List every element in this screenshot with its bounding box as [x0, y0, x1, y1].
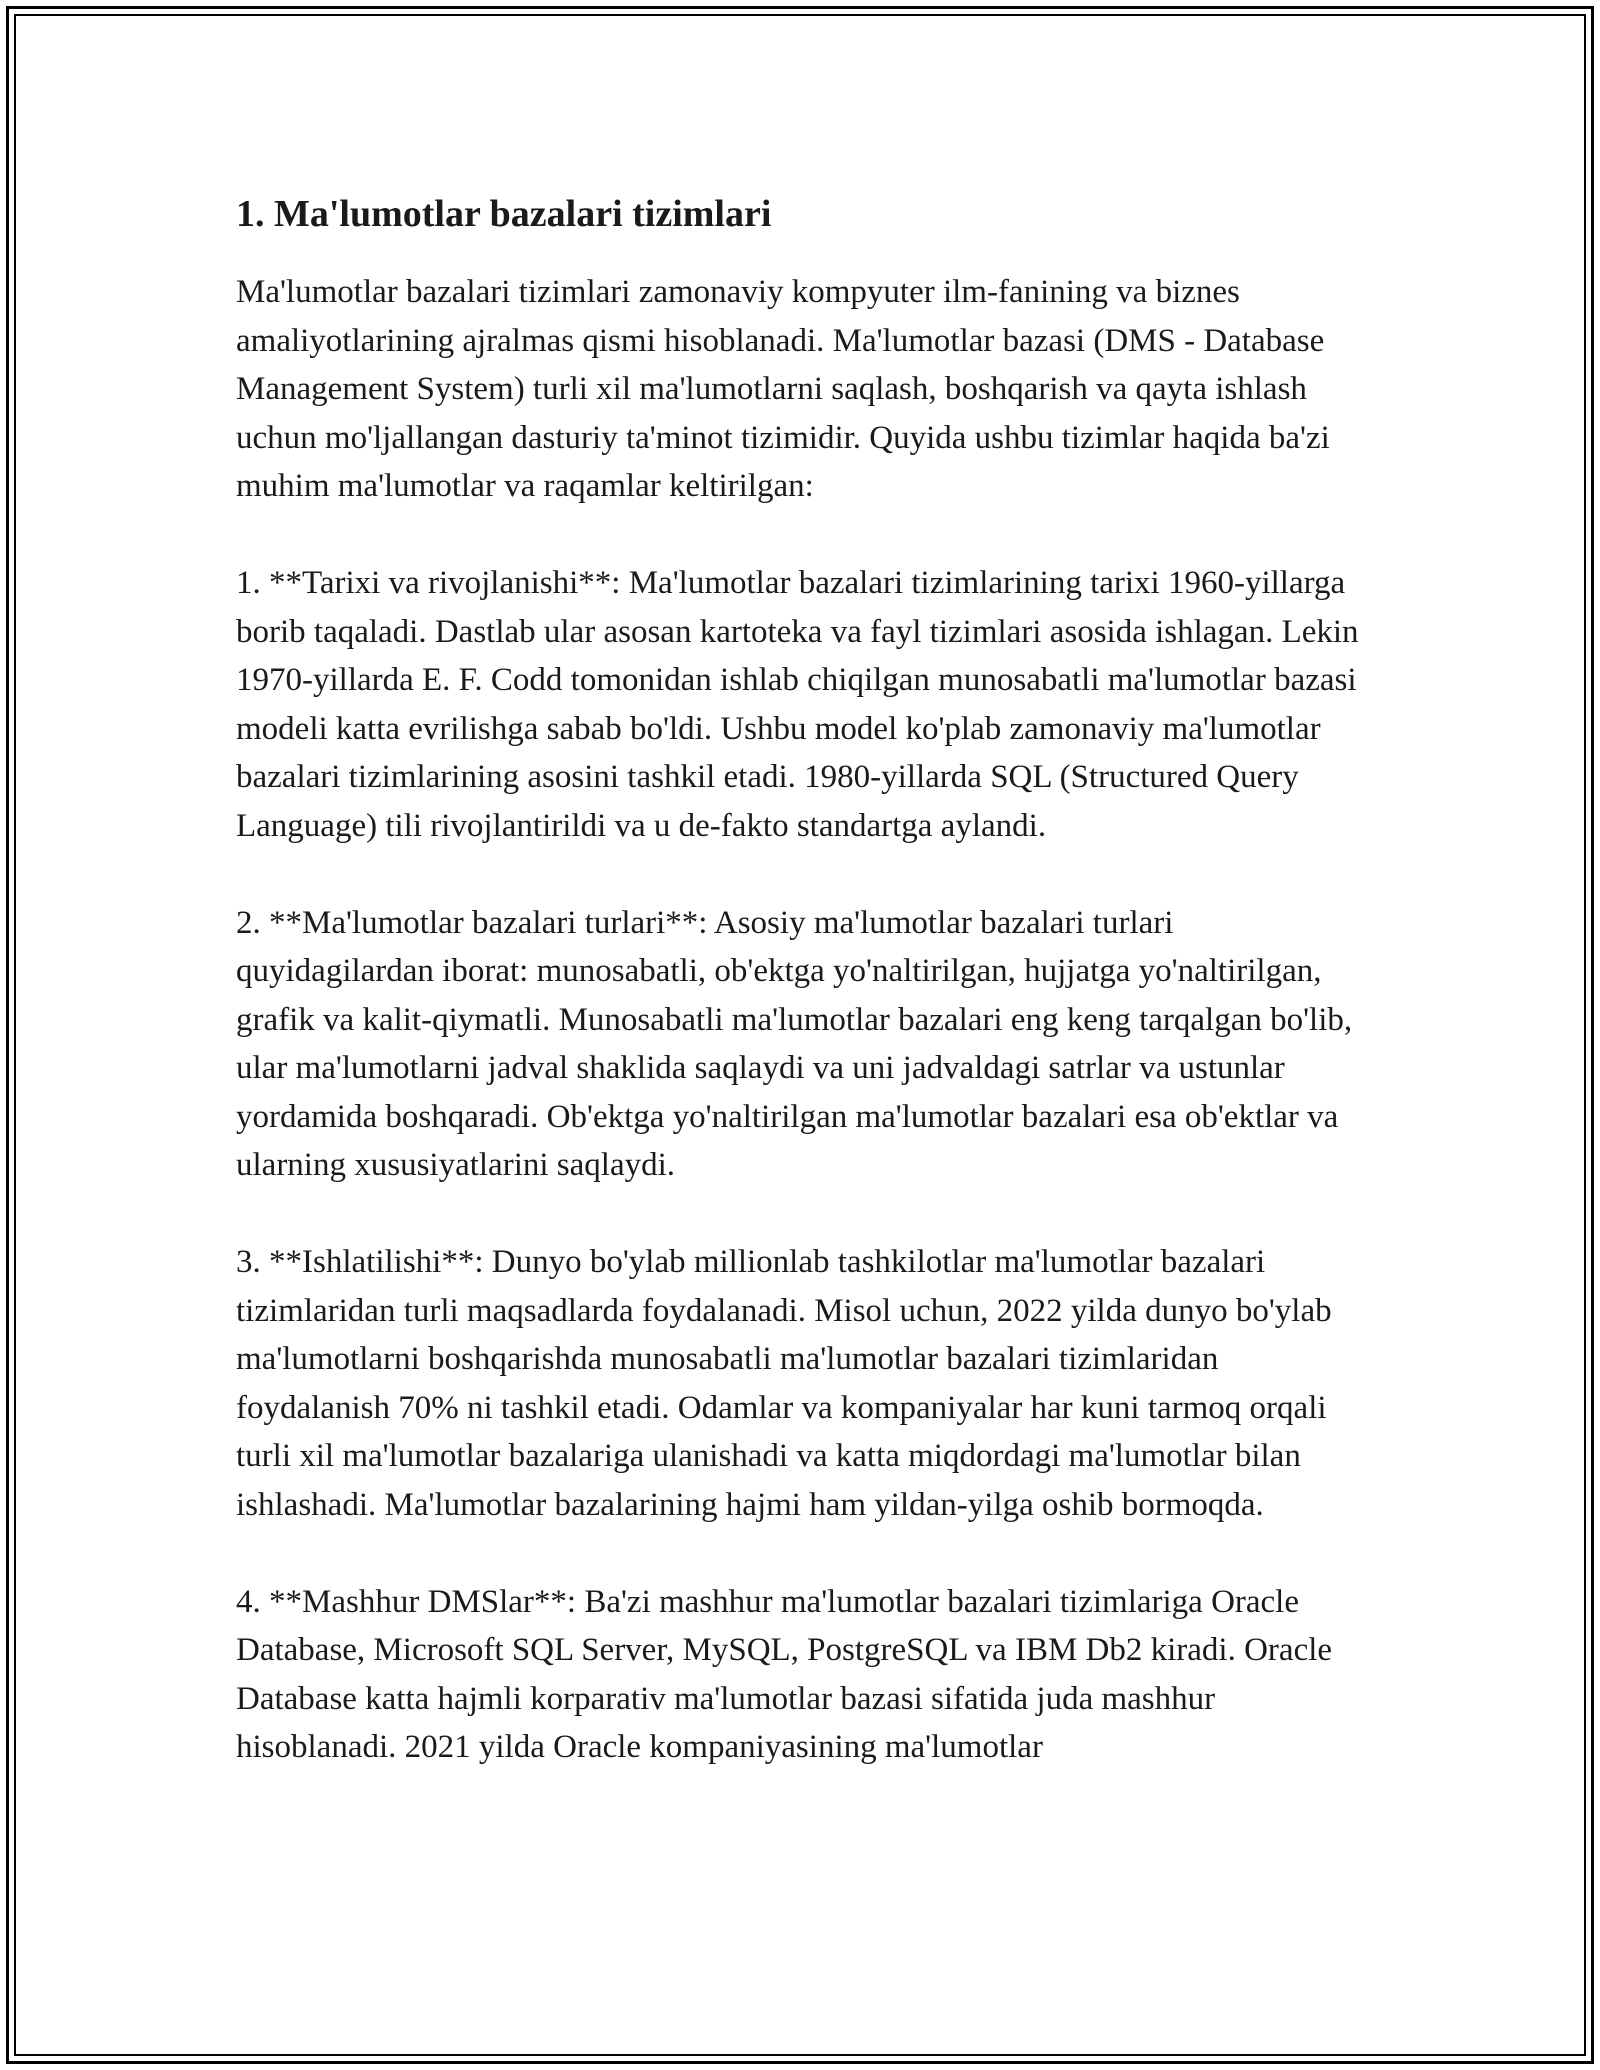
document-body: [236, 188, 1366, 1820]
popular-dms-paragraph: 4. **Mashhur DMSlar**: Ba'zi mashhur ma'lumotlar bazalari tizimlariga Oracle Database, Microsoft SQL Server, MySQL, PostgreSQL va IBM Db2 kiradi. Oracle Database katta hajmli korparativ ma'lumotlar bazasi sifatida juda mashhur hisoblanadi. 2021 yilda Oracle kompaniyasining ma'lumotlar: [236, 1583, 1333, 1765]
document-title: 1. Ma'lumotlar bazalari tizimlari: [236, 193, 772, 235]
usage-paragraph: 3. **Ishlatilishi**: Dunyo bo'ylab millionlab tashkilotlar ma'lumotlar bazalari tizimlaridan turli maqsadlarda foydalanadi. Misol uchun, 2022 yilda dunyo bo'ylab ma'lumotlarni boshqarishda munosabatli ma'lumotlar bazalari tizimlaridan foydalanish 70% ni tashkil etadi. Odamlar va kompaniyalar har kuni tarmoq orqali turli xil ma'lumotlar bazalariga ulanishadi va katta miqdordagi ma'lumotlar bilan ishlashadi. Ma'lumotlar bazalarining hajmi ham yildan-yilga oshib bormoqda.: [236, 1244, 1332, 1523]
history-paragraph: 1. **Tarixi va rivojlanishi**: Ma'lumotlar bazalari tizimlarining tarixi 1960-yillarga borib taqaladi. Dastlab ular asosan kartoteka va fayl tizimlari asosida ishlagan. Lekin 1970-yillarda E. F. Codd tomonidan ishlab chiqilgan munosabatli ma'lumotlar bazasi modeli katta evrilishga sabab bo'ldi. Ushbu model ko'plab zamonaviy ma'lumotlar bazalari tizimlarining asosini tashkil etadi. 1980-yillarda SQL (Structured Query Language) tili rivojlantirildi va u de-fakto standartga aylandi.: [236, 565, 1359, 844]
types-paragraph: 2. **Ma'lumotlar bazalari turlari**: Asosiy ma'lumotlar bazalari turlari quyidagilardan iborat: munosabatli, ob'ektga yo'naltirilgan, hujjatga yo'naltirilgan, grafik va kalit-qiymatli. Munosabatli ma'lumotlar bazalari eng keng tarqalgan bo'lib, ular ma'lumotlarni jadval shaklida saqlaydi va uni jadvaldagi satrlar va ustunlar yordamida boshqaradi. Ob'ektga yo'naltirilgan ma'lumotlar bazalari esa ob'ektlar va ularning xususiyatlarini saqlaydi.: [236, 904, 1353, 1183]
intro-paragraph: Ma'lumotlar bazalari tizimlari zamonaviy kompyuter ilm-fanining va biznes amaliyotlarining ajralmas qismi hisoblanadi. Ma'lumotlar bazasi (DMS - Database Management System) turli xil ma'lumotlarni saqlash, boshqarish va qayta ishlash uchun mo'ljallangan dasturiy ta'minot tizimidir. Quyida ushbu tizimlar haqida ba'zi muhim ma'lumotlar va raqamlar keltirilgan:: [236, 274, 1330, 504]
